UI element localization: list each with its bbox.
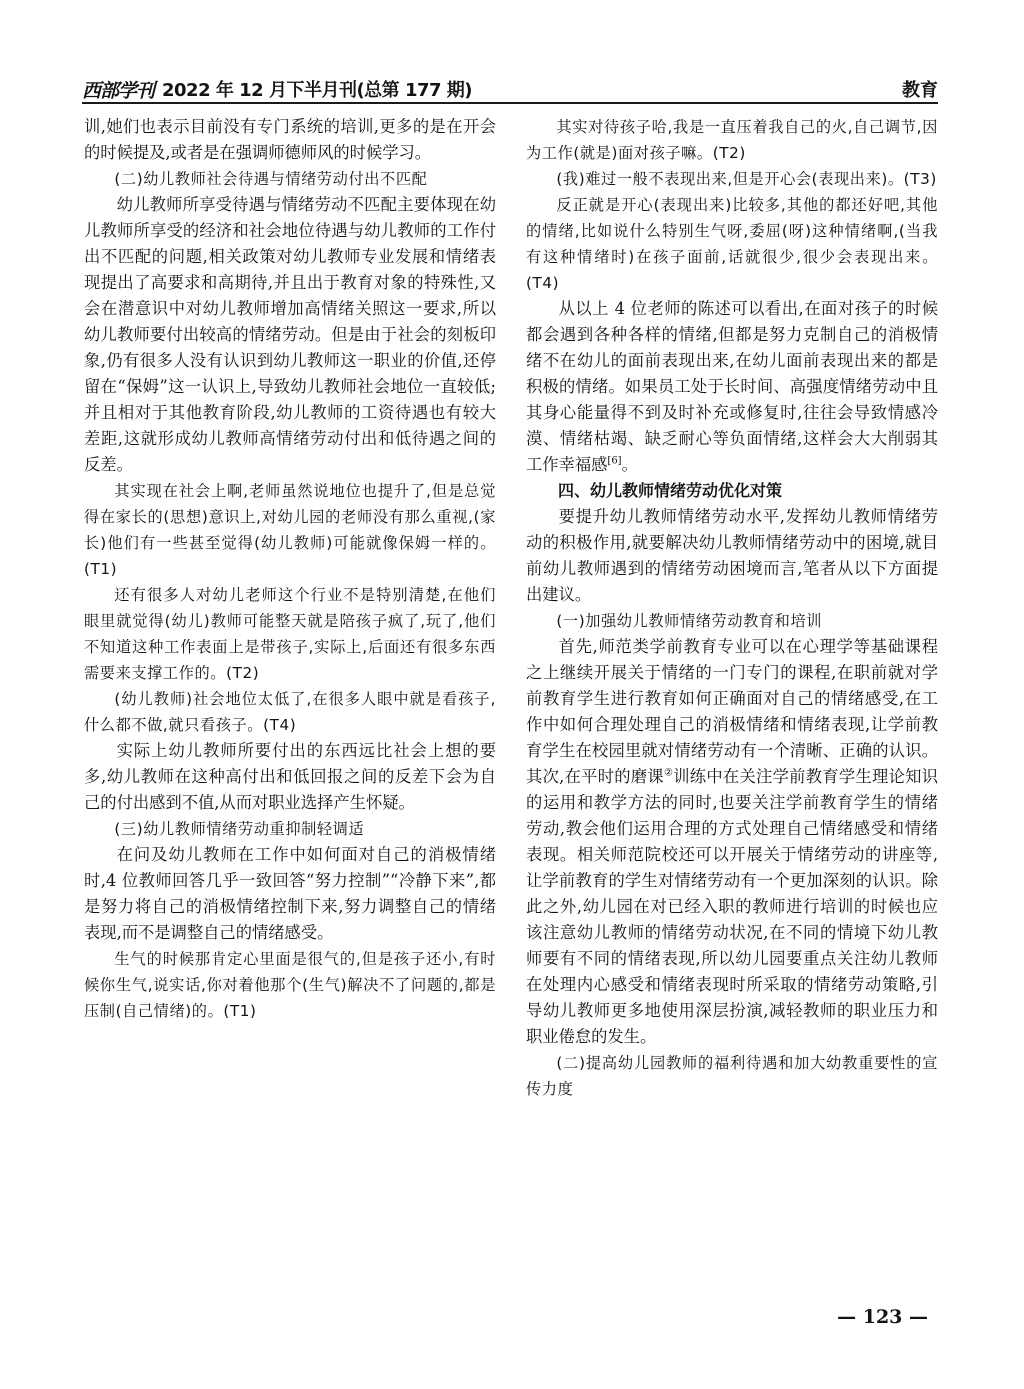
- paragraph: 在问及幼儿教师在工作中如何面对自己的消极情绪时,4 位教师回答几乎一致回答“努力控制”“冷静下来”,都是努力将自己的消极情绪控制下来,努力调整自己的情绪表现,而不是调整自己的情绪感受。: [84, 845, 496, 942]
- subsection-heading: (三)幼儿教师情绪劳动重抑制轻调适: [114, 820, 365, 838]
- paragraph: [526, 634, 938, 1050]
- paragraph-tail: 训练中在关注学前教育学生理论知识的运用和教学方法的同时,也要关注学前教育学生的情绪劳动,教会他们运用合理的方式处理自己情绪感受和情绪表现。相关师范院校还可以开展关于情绪劳动的讲座等,让学前教育的学生对情绪劳动有一个更加深刻的认识。除此之外,幼儿园在对已经入职的教师进行培训的时候也应该注意幼儿教师的情绪劳动状况,在不同的情境下幼儿教师要有不同的情绪表现,所以幼儿园要重点关注幼儿教师在处理内心感受和情绪表现时所采取的情绪劳动策略,引导幼儿教师更多地使用深层扮演,减轻教师的职业压力和职业倦怠的发生。: [526, 767, 938, 1046]
- interview-quote: (我)难过一般不表现出来,但是开心会(表现出来)。(T3): [556, 170, 937, 188]
- interview-quote: 其实现在社会上啊,老师虽然说地位也提升了,但是总觉得在家长的(思想)意识上,对幼儿园的老师没有那么重视,(家长)他们有一些甚至觉得(幼儿教师)可能就像保姆一样的。(T1): [84, 482, 496, 578]
- right-column: [526, 114, 938, 1102]
- journal-logo: 西部学刊: [82, 80, 155, 102]
- paragraph-text: 从以上 4 位老师的陈述可以看出,在面对孩子的时候都会遇到各种各样的情绪,但都是努力克制自己的消极情绪不在幼儿的面前表现出来,在幼儿面前表现出来的都是积极的情绪。如果员工处于长时间、高强度情绪劳动中且其身心能量得不到及时补充或修复时,往往会导致情感冷漠、情绪枯竭、缺乏耐心等负面情绪,这样会大大削弱其工作幸福感: [526, 299, 938, 474]
- paragraph: 幼儿教师所享受待遇与情绪劳动不匹配主要体现在幼儿教师所享受的经济和社会地位待遇与幼儿教师的工作付出不匹配的问题,相关政策对幼儿教师专业发展和情绪表现提出了高要求和高期待,并且出于教育对象的特殊性,又会在潜意识中对幼儿教师增加高情绪关照这一要求,所以幼儿教师要付出较高的情绪劳动。但是由于社会的刻板印象,仍有很多人没有认识到幼儿教师这一职业的价值,还停留在“保姆”这一认识上,导致幼儿教师社会地位一直较低;并且相对于其他教育阶段,幼儿教师的工资待遇也有较大差距,这就形成幼儿教师高情绪劳动付出和低待遇之间的反差。: [84, 195, 496, 474]
- subsection-heading: (二)幼儿教师社会待遇与情绪劳动付出不匹配: [114, 170, 428, 188]
- interview-quote: 生气的时候那肯定心里面是很气的,但是孩子还小,有时候你生气,说实话,你对着他那个(生气)解决不了问题的,都是压制(自己情绪)的。(T1): [84, 950, 496, 1020]
- interview-quote: (幼儿教师)社会地位太低了,在很多人眼中就是看孩子,什么都不做,就只看孩子。(T4): [84, 690, 496, 734]
- paragraph-text: 首先,师范类学前教育专业可以在心理学等基础课程之上继续开展关于情绪的一门专门的课程,在职前就对学前教育学生进行教育如何正确面对自己的情绪感受,在工作中如何合理处理自己的消极情绪和情绪表现,让学前教育学生在校园里就对情绪劳动有一个清晰、正确的认识。其次,在平时的磨课: [526, 637, 938, 786]
- issue-info: 2022 年 12 月下半月刊(总第 177 期): [162, 80, 473, 101]
- interview-quote: 还有很多人对幼儿老师这个行业不是特别清楚,在他们眼里就觉得(幼儿)教师可能整天就是陪孩子疯了,玩了,他们不知道这种工作表面上是带孩子,实际上,后面还有很多东西需要来支撑工作的。(T2): [84, 586, 496, 682]
- interview-quote: 其实对待孩子哈,我是一直压着我自己的火,自己调节,因为工作(就是)面对孩子嘛。(T2): [526, 118, 938, 162]
- paragraph: 实际上幼儿教师所要付出的东西远比社会上想的要多,幼儿教师在这种高付出和低回报之间的反差下会为自己的付出感到不值,从而对职业选择产生怀疑。: [84, 741, 496, 812]
- paragraph-tail: 。: [621, 455, 638, 474]
- page-header: [82, 72, 938, 104]
- section-heading: 四、幼儿教师情绪劳动优化对策: [558, 481, 783, 500]
- paragraph: 要提升幼儿教师情绪劳动水平,发挥幼儿教师情绪劳动的积极作用,就要解决幼儿教师情绪劳动中的困境,就目前幼儿教师遇到的情绪劳动困境而言,笔者从以下方面提出建议。: [526, 507, 938, 604]
- footnote-ref: ②: [663, 767, 674, 779]
- subsection-heading: (二)提高幼儿园教师的福利待遇和加大幼教重要性的宣传力度: [526, 1054, 938, 1098]
- interview-quote: 反正就是开心(表现出来)比较多,其他的都还好吧,其他的情绪,比如说什么特别生气呀,委屈(呀)这种情绪啊,(当我有这种情绪时)在孩子面前,话就很少,很少会表现出来。(T4): [526, 196, 938, 292]
- citation-ref: [6]: [607, 455, 622, 467]
- page-number: — 123 —: [837, 1306, 928, 1328]
- paragraph: [526, 296, 938, 478]
- section-name: 教育: [902, 80, 938, 101]
- subsection-heading: (一)加强幼儿教师情绪劳动教育和培训: [556, 612, 823, 630]
- paragraph: 训,她们也表示目前没有专门系统的培训,更多的是在开会的时候提及,或者是在强调师德师风的时候学习。: [84, 117, 496, 162]
- left-column: [84, 114, 496, 1024]
